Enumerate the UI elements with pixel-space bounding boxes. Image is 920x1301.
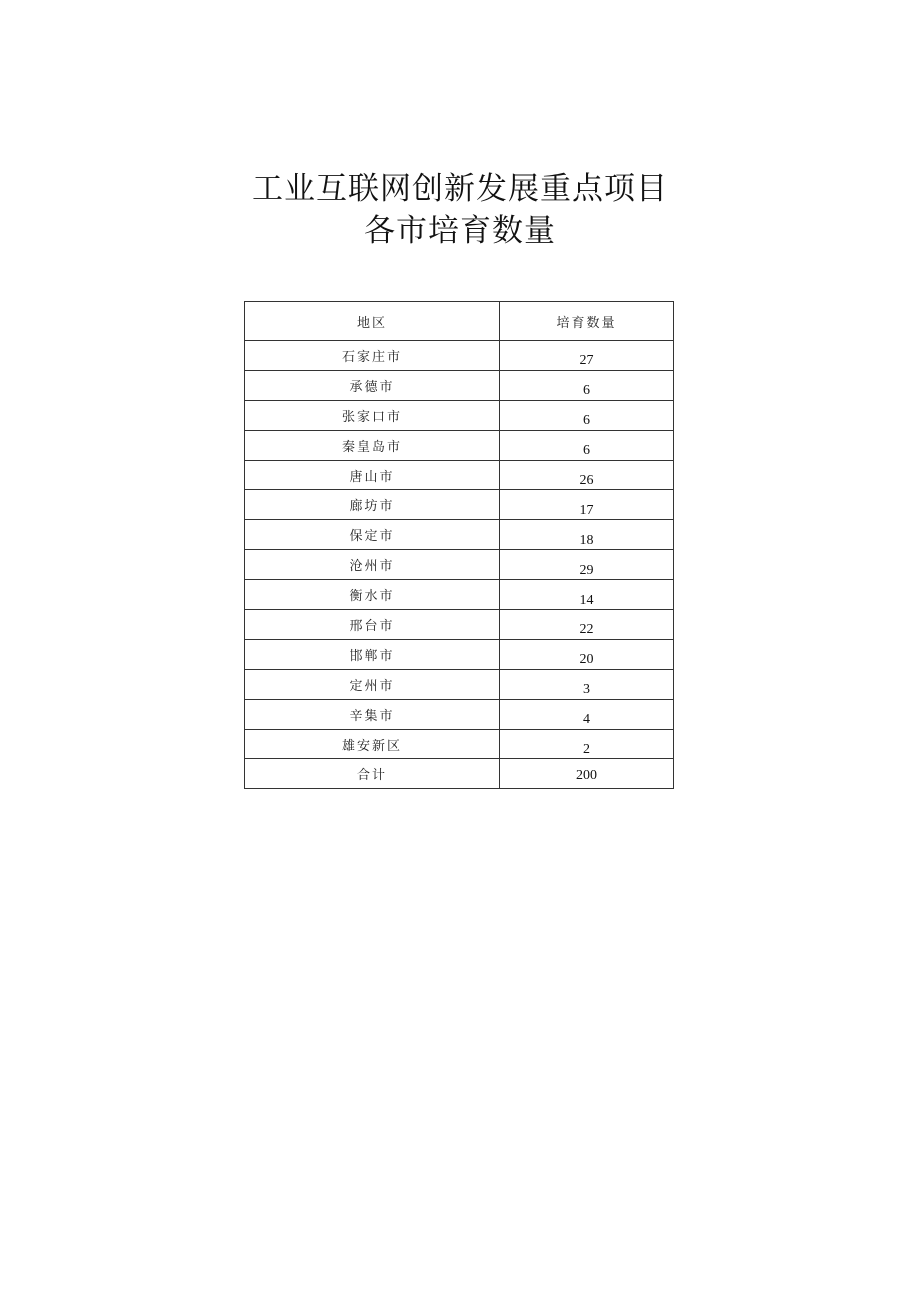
region-name: 沧州市	[349, 559, 395, 575]
count-value: 2	[583, 742, 590, 758]
table-row	[245, 699, 674, 729]
region-cell	[245, 400, 500, 430]
region-cell	[245, 550, 500, 580]
table-header-row	[245, 302, 674, 341]
count-cell	[500, 341, 674, 371]
count-cell	[500, 520, 674, 550]
header-count: 培育数量	[556, 315, 617, 331]
count-cell	[500, 669, 674, 699]
region-name: 石家庄市	[341, 349, 402, 365]
header-count-cell	[500, 302, 674, 341]
count-cell	[500, 699, 674, 729]
region-name: 唐山市	[349, 469, 395, 485]
region-name: 定州市	[349, 678, 395, 694]
count-value: 18	[579, 532, 594, 548]
cultivation-table	[244, 301, 674, 789]
region-cell	[245, 430, 500, 460]
table-row	[245, 729, 674, 759]
count-cell	[500, 550, 674, 580]
region-cell	[245, 610, 500, 640]
count-value: 6	[583, 383, 590, 399]
count-value: 6	[583, 413, 590, 429]
count-cell	[500, 490, 674, 520]
count-cell	[500, 370, 674, 400]
table-row	[245, 430, 674, 460]
table-row	[245, 341, 674, 371]
region-cell	[245, 460, 500, 490]
count-value: 22	[579, 622, 594, 638]
region-cell	[245, 520, 500, 550]
region-cell	[245, 729, 500, 759]
header-region: 地区	[356, 315, 387, 331]
region-name: 雄安新区	[341, 738, 402, 754]
count-value: 27	[579, 353, 594, 369]
count-cell	[500, 610, 674, 640]
count-value: 26	[579, 473, 594, 488]
region-cell	[245, 639, 500, 669]
count-value: 20	[579, 652, 594, 668]
count-value: 3	[583, 682, 590, 698]
table-row	[245, 669, 674, 699]
count-value: 17	[579, 502, 594, 518]
table-row	[245, 639, 674, 669]
table-row	[245, 550, 674, 580]
region-cell	[245, 490, 500, 520]
count-cell	[500, 580, 674, 610]
total-count-cell	[500, 759, 674, 789]
header-region-cell	[245, 302, 500, 341]
region-cell	[245, 580, 500, 610]
total-count: 200	[576, 767, 597, 783]
title-line-1: 工业互联网创新发展重点项目	[252, 171, 668, 207]
count-value: 4	[583, 712, 590, 728]
total-label: 合计	[356, 768, 387, 784]
region-cell	[245, 341, 500, 371]
table-row	[245, 490, 674, 520]
region-name: 张家口市	[341, 409, 402, 425]
total-label-cell	[245, 759, 500, 789]
table-row	[245, 370, 674, 400]
count-value: 6	[583, 443, 590, 459]
table-row	[245, 400, 674, 430]
table-row	[245, 610, 674, 640]
region-name: 承德市	[349, 379, 395, 395]
region-cell	[245, 699, 500, 729]
region-name: 秦皇岛市	[341, 439, 402, 455]
table-row	[245, 460, 674, 490]
count-cell	[500, 460, 674, 490]
count-cell	[500, 400, 674, 430]
table-row	[245, 520, 674, 550]
title-line-2: 各市培育数量	[364, 213, 556, 249]
count-cell	[500, 430, 674, 460]
region-name: 辛集市	[349, 708, 395, 724]
region-name: 保定市	[349, 529, 395, 545]
region-name: 廊坊市	[349, 499, 395, 515]
count-cell	[500, 729, 674, 759]
table-total-row	[245, 759, 674, 789]
region-cell	[245, 370, 500, 400]
region-cell	[245, 669, 500, 699]
region-name: 衡水市	[349, 589, 395, 605]
region-name: 邯郸市	[349, 648, 395, 664]
table-row	[245, 580, 674, 610]
region-name: 邢台市	[349, 618, 395, 634]
count-value: 29	[579, 562, 594, 578]
count-value: 14	[579, 592, 594, 608]
document-title	[0, 168, 920, 252]
count-cell	[500, 639, 674, 669]
